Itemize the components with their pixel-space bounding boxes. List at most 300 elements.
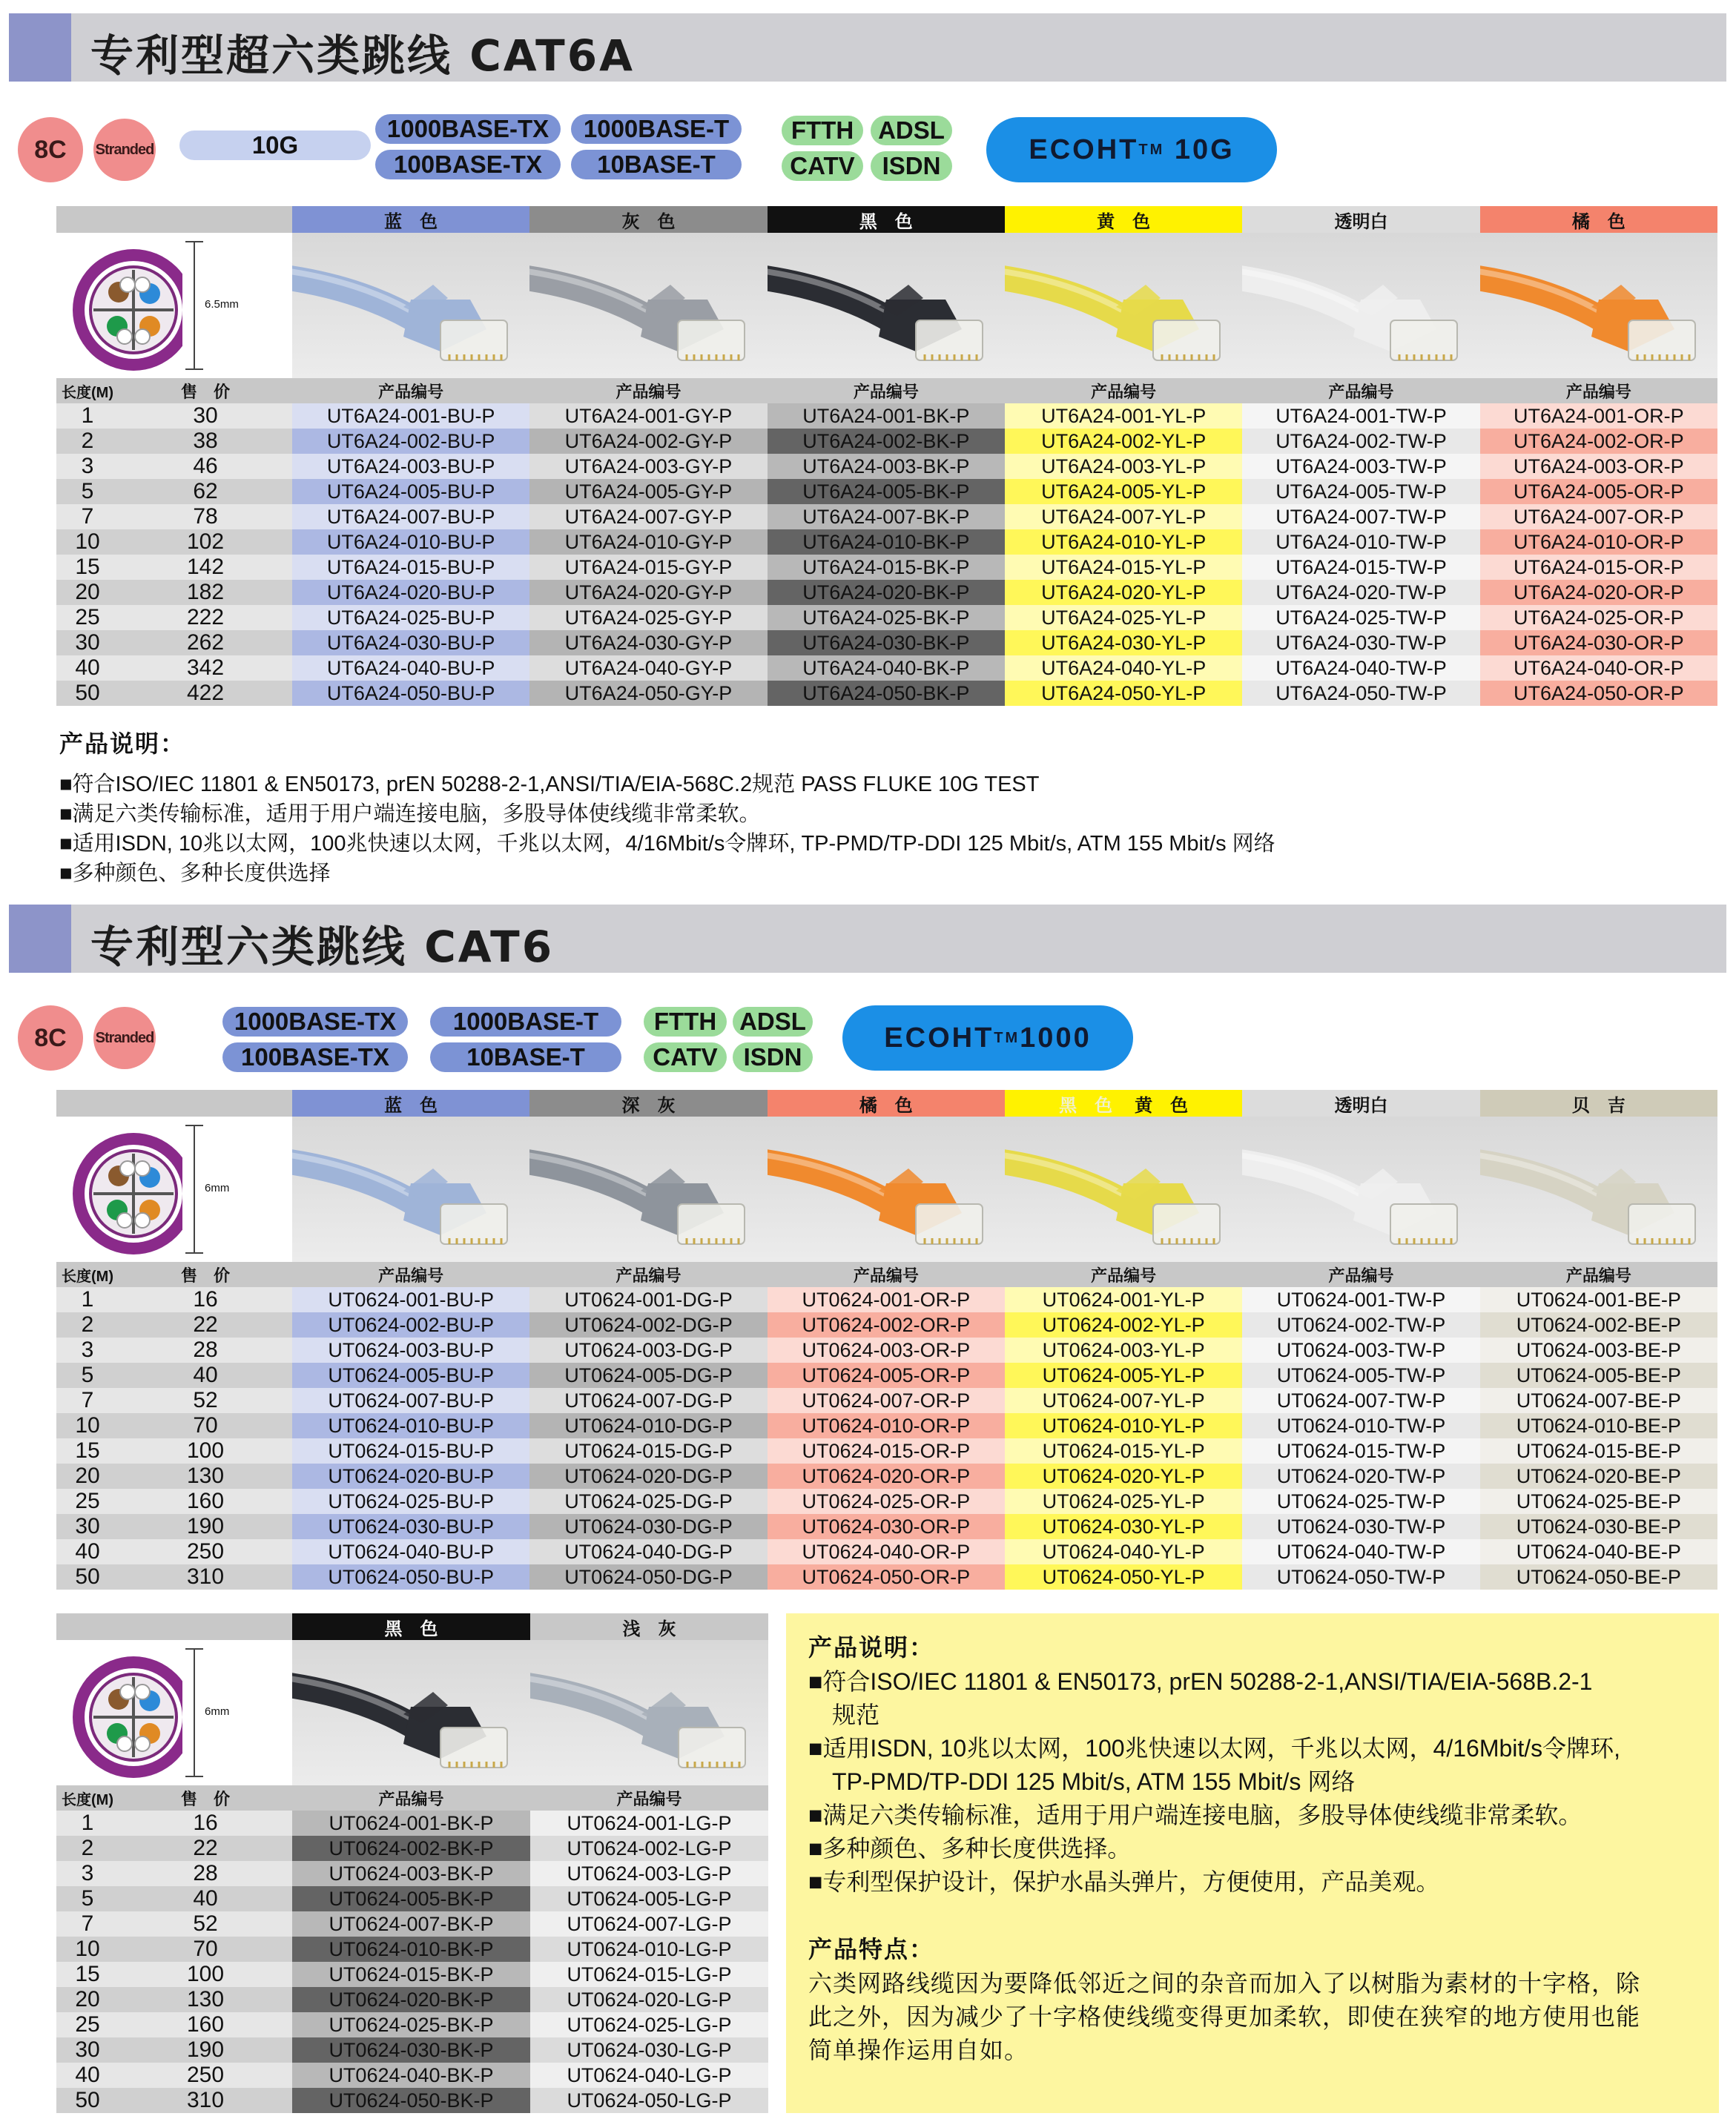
price-cell: 130 — [119, 1987, 292, 2012]
color-label: 黑 色 — [859, 211, 913, 232]
product-code-cell: UT0624-010-DG-P — [529, 1413, 767, 1438]
length-header: 长度(M) — [56, 1785, 119, 1811]
product-code-cell: UT6A24-010-GY-P — [529, 529, 767, 555]
table-row — [56, 529, 1717, 555]
product-code-cell: UT6A24-030-BU-P — [292, 630, 529, 655]
price-cell: 100 — [119, 1438, 292, 1464]
ecoht-1000-logo — [842, 1005, 1133, 1071]
product-code-cell: UT0624-001-BE-P — [1480, 1287, 1717, 1312]
product-code-cell: UT6A24-007-YL-P — [1005, 504, 1242, 529]
product-code-cell: UT6A24-002-BU-P — [292, 429, 529, 454]
product-code-cell: UT0624-025-BE-P — [1480, 1489, 1717, 1514]
product-code-cell: UT6A24-007-BK-P — [768, 504, 1005, 529]
product-code-cell: UT0624-015-LG-P — [530, 1962, 768, 1987]
product-code-cell: UT6A24-003-BU-P — [292, 454, 529, 479]
product-code-cell: UT0624-001-LG-P — [530, 1811, 768, 1836]
product-code-cell: UT6A24-015-YL-P — [1005, 555, 1242, 580]
table-row — [56, 1564, 1717, 1590]
length-cell: 1 — [56, 403, 119, 429]
table-row — [56, 1287, 1717, 1312]
product-code-cell: UT0624-040-OR-P — [768, 1539, 1005, 1564]
table-row — [56, 1438, 1717, 1464]
cable-photo — [1005, 1117, 1242, 1262]
product-code-cell: UT6A24-001-BK-P — [768, 403, 1005, 429]
product-code-cell: UT0624-040-BU-P — [292, 1539, 529, 1564]
table-row — [56, 1937, 768, 1962]
cable-photo-cell — [1480, 1117, 1717, 1262]
desc-line: 规范 — [808, 1702, 880, 1728]
product-code-cell: UT0624-025-TW-P — [1242, 1489, 1479, 1514]
pill-ftth: FTTH — [782, 116, 863, 145]
pill-catv: CATV — [782, 151, 863, 181]
code-header: 产品编号 — [292, 1785, 530, 1811]
product-code-cell: UT0624-050-BU-P — [292, 1564, 529, 1590]
cat6a-description — [59, 725, 1275, 888]
price-cell: 222 — [119, 605, 292, 630]
product-code-cell: UT6A24-003-BK-P — [768, 454, 1005, 479]
product-code-cell: UT0624-010-YL-P — [1005, 1413, 1242, 1438]
table-row — [56, 454, 1717, 479]
table-row — [56, 1886, 768, 1911]
product-code-cell: UT0624-030-LG-P — [530, 2037, 768, 2063]
diameter-label: 6mm — [205, 1182, 230, 1194]
table-row — [56, 429, 1717, 454]
product-code-cell: UT6A24-040-BU-P — [292, 655, 529, 681]
length-cell: 10 — [56, 529, 119, 555]
header-blank — [56, 1090, 292, 1117]
badge-stranded: Stranded — [93, 119, 156, 181]
product-code-cell: UT0624-030-BK-P — [292, 2037, 530, 2063]
product-code-cell: UT0624-025-LG-P — [530, 2012, 768, 2037]
ecoht-name: ECOHT — [884, 1022, 994, 1054]
length-cell: 50 — [56, 1564, 119, 1590]
product-code-cell: UT0624-001-TW-P — [1242, 1287, 1479, 1312]
product-code-cell: UT6A24-050-OR-P — [1480, 681, 1717, 706]
length-cell: 20 — [56, 1987, 119, 2012]
code-header: 产品编号 — [1480, 378, 1717, 403]
product-code-cell: UT0624-015-BU-P — [292, 1438, 529, 1464]
product-code-cell: UT6A24-010-OR-P — [1480, 529, 1717, 555]
price-cell: 262 — [119, 630, 292, 655]
table-row — [56, 555, 1717, 580]
product-code-cell: UT0624-005-BU-P — [292, 1363, 529, 1388]
product-code-cell: UT6A24-010-BK-P — [768, 529, 1005, 555]
pill-1000base-t: 1000BASE-T — [430, 1007, 621, 1037]
product-code-cell: UT0624-020-BU-P — [292, 1464, 529, 1489]
feature-line: 六类网路线缆因为要降低邻近之间的杂音而加入了以树脂为素材的十字格，除 — [808, 1970, 1641, 1997]
length-cell: 40 — [56, 2063, 119, 2088]
pill-10base-t: 10BASE-T — [430, 1042, 621, 1072]
table-row — [56, 1514, 1717, 1539]
product-code-cell: UT0624-020-YL-P — [1005, 1464, 1242, 1489]
desc-line: ■适用ISDN, 10兆以太网，100兆快速以太网，千兆以太网，4/16Mbit/s令牌环, TP-PMD/TP-DDI 125 Mbit/s, ATM 155 Mbit/s 网络 — [59, 832, 1275, 856]
price-cell: 190 — [119, 2037, 292, 2063]
color-header — [1005, 1090, 1242, 1117]
length-cell: 25 — [56, 1489, 119, 1514]
length-cell: 2 — [56, 1312, 119, 1338]
diameter-marker-icon — [182, 1117, 292, 1262]
product-code-cell: UT6A24-007-BU-P — [292, 504, 529, 529]
desc-line: ■适用ISDN, 10兆以太网，100兆快速以太网，千兆以太网，4/16Mbit/s令牌环, — [808, 1735, 1621, 1762]
feature-line: 简单操作运用自如。 — [808, 2037, 1029, 2063]
product-code-cell: UT6A24-050-BU-P — [292, 681, 529, 706]
product-code-cell: UT0624-050-TW-P — [1242, 1564, 1479, 1590]
product-code-cell: UT0624-030-DG-P — [529, 1514, 767, 1539]
product-code-cell: UT6A24-007-TW-P — [1242, 504, 1479, 529]
length-cell: 3 — [56, 1861, 119, 1886]
length-cell: 10 — [56, 1937, 119, 1962]
cable-photo — [1005, 233, 1242, 378]
price-cell: 70 — [119, 1937, 292, 1962]
desc-line: ■多种颜色、多种长度供选择 — [59, 862, 331, 885]
product-code-cell: UT6A24-015-BU-P — [292, 555, 529, 580]
product-code-cell: UT0624-040-LG-P — [530, 2063, 768, 2088]
cable-photo — [529, 233, 767, 378]
product-code-cell: UT0624-050-BE-P — [1480, 1564, 1717, 1590]
product-code-cell: UT0624-040-BK-P — [292, 2063, 530, 2088]
pill-1000base-tx: 1000BASE-TX — [222, 1007, 408, 1037]
cable-photo-cell — [1480, 233, 1717, 378]
length-header: 长度(M) — [56, 1262, 119, 1287]
pill-isdn: ISDN — [733, 1042, 813, 1072]
product-code-cell: UT6A24-002-BK-P — [768, 429, 1005, 454]
price-cell: 310 — [119, 2088, 292, 2113]
length-cell: 1 — [56, 1811, 119, 1836]
table-row — [56, 1388, 1717, 1413]
price-cell: 30 — [119, 403, 292, 429]
header-blank — [56, 1613, 292, 1640]
price-cell: 100 — [119, 1962, 292, 1987]
ecoht-tm: TM — [994, 1029, 1020, 1046]
product-code-cell: UT6A24-003-TW-P — [1242, 454, 1479, 479]
length-cell: 30 — [56, 1514, 119, 1539]
product-code-cell: UT0624-010-LG-P — [530, 1937, 768, 1962]
product-code-cell: UT0624-015-BE-P — [1480, 1438, 1717, 1464]
length-cell: 25 — [56, 605, 119, 630]
section2-title: 专利型六类跳线 CAT6 — [90, 922, 555, 972]
color-label: 透明白 — [1334, 1095, 1388, 1116]
table-row — [56, 630, 1717, 655]
product-code-cell: UT0624-003-LG-P — [530, 1861, 768, 1886]
product-code-cell: UT6A24-025-YL-P — [1005, 605, 1242, 630]
product-code-cell: UT0624-007-BU-P — [292, 1388, 529, 1413]
cable-photo-cell — [1005, 1117, 1242, 1262]
length-cell: 5 — [56, 1886, 119, 1911]
feature-line: 此之外，因为减少了十字格使线缆变得更加柔软，即使在狭窄的地方使用也能 — [808, 2003, 1641, 2030]
ecoht-suffix: 1000 — [1020, 1022, 1092, 1054]
pill-adsl: ADSL — [733, 1007, 813, 1037]
product-code-cell: UT0624-025-YL-P — [1005, 1489, 1242, 1514]
table-row — [56, 1836, 768, 1861]
length-cell: 7 — [56, 504, 119, 529]
table-row — [56, 1464, 1717, 1489]
price-cell: 28 — [119, 1861, 292, 1886]
table-row — [56, 580, 1717, 605]
product-code-cell: UT6A24-015-OR-P — [1480, 555, 1717, 580]
pill-catv: CATV — [644, 1042, 727, 1072]
table-row — [56, 2012, 768, 2037]
product-code-cell: UT0624-002-BE-P — [1480, 1312, 1717, 1338]
cable-photo — [292, 1117, 529, 1262]
product-code-cell: UT0624-050-DG-P — [529, 1564, 767, 1590]
product-code-cell: UT0624-003-BU-P — [292, 1338, 529, 1363]
product-code-cell: UT6A24-005-BK-P — [768, 479, 1005, 504]
product-code-cell: UT6A24-030-YL-P — [1005, 630, 1242, 655]
product-code-cell: UT6A24-020-BK-P — [768, 580, 1005, 605]
product-code-cell: UT6A24-030-TW-P — [1242, 630, 1479, 655]
length-cell: 3 — [56, 454, 119, 479]
price-cell: 342 — [119, 655, 292, 681]
color-label: 橘 色 — [1571, 211, 1626, 232]
product-code-cell: UT0624-010-OR-P — [768, 1413, 1005, 1438]
cable-photo-cell — [1005, 233, 1242, 378]
color-header — [530, 1613, 768, 1640]
product-code-cell: UT0624-003-BK-P — [292, 1861, 530, 1886]
cable-photo-cell — [529, 233, 767, 378]
product-code-cell: UT0624-002-LG-P — [530, 1836, 768, 1861]
desc-line: ■多种颜色、多种长度供选择。 — [808, 1835, 1132, 1862]
price-header: 售 价 — [119, 1785, 292, 1811]
product-code-cell: UT6A24-040-GY-P — [529, 655, 767, 681]
price-cell: 130 — [119, 1464, 292, 1489]
product-code-cell: UT0624-020-LG-P — [530, 1987, 768, 2012]
ecoht-suffix: 10G — [1174, 133, 1235, 165]
product-code-cell: UT6A24-010-BU-P — [292, 529, 529, 555]
length-header: 长度(M) — [56, 378, 119, 403]
color-label-faded: 黑 色 — [1059, 1095, 1113, 1116]
cable-photo-cell — [768, 233, 1005, 378]
length-cell: 1 — [56, 1287, 119, 1312]
product-code-cell: UT0624-001-BK-P — [292, 1811, 530, 1836]
product-code-cell: UT0624-007-BK-P — [292, 1911, 530, 1937]
color-label: 浅 灰 — [622, 1619, 676, 1639]
cable-photo-cell — [529, 1117, 767, 1262]
code-header: 产品编号 — [1242, 378, 1479, 403]
cross-section-cell — [56, 1117, 292, 1262]
price-cell: 52 — [119, 1388, 292, 1413]
cross-section-cell — [56, 1640, 292, 1785]
color-header — [768, 206, 1005, 233]
cable-photo — [530, 1640, 768, 1785]
product-code-cell: UT6A24-007-OR-P — [1480, 504, 1717, 529]
product-code-cell: UT6A24-040-TW-P — [1242, 655, 1479, 681]
price-cell: 160 — [119, 1489, 292, 1514]
price-cell: 422 — [119, 681, 292, 706]
code-header: 产品编号 — [1480, 1262, 1717, 1287]
code-header: 产品编号 — [768, 378, 1005, 403]
feature-title: 产品特点： — [808, 1936, 935, 1963]
product-code-cell: UT0624-040-BE-P — [1480, 1539, 1717, 1564]
product-code-cell: UT6A24-025-BK-P — [768, 605, 1005, 630]
color-header — [292, 206, 529, 233]
table-row — [56, 605, 1717, 630]
product-code-cell: UT6A24-003-OR-P — [1480, 454, 1717, 479]
cable-photo-cell — [292, 233, 529, 378]
price-cell: 38 — [119, 429, 292, 454]
diameter-marker-icon — [182, 1640, 292, 1785]
color-label: 贝 吉 — [1571, 1095, 1626, 1116]
table-row — [56, 479, 1717, 504]
product-code-cell: UT0624-025-OR-P — [768, 1489, 1005, 1514]
price-cell: 182 — [119, 580, 292, 605]
length-cell: 3 — [56, 1338, 119, 1363]
speed-pill: 10G — [179, 130, 371, 160]
cable-photo — [1480, 1117, 1717, 1262]
length-cell: 30 — [56, 2037, 119, 2063]
price-cell: 16 — [119, 1287, 292, 1312]
cable-photo — [529, 1117, 767, 1262]
product-code-cell: UT6A24-001-GY-P — [529, 403, 767, 429]
product-code-cell: UT0624-040-DG-P — [529, 1539, 767, 1564]
cable-photo-cell — [292, 1640, 530, 1785]
code-header: 产品编号 — [1005, 1262, 1242, 1287]
product-code-cell: UT0624-015-TW-P — [1242, 1438, 1479, 1464]
cable-photo-cell — [768, 1117, 1005, 1262]
product-code-cell: UT6A24-025-OR-P — [1480, 605, 1717, 630]
table-row — [56, 1811, 768, 1836]
product-code-cell: UT6A24-001-YL-P — [1005, 403, 1242, 429]
pill-100base-tx: 100BASE-TX — [375, 150, 561, 179]
pill-100base-tx: 100BASE-TX — [222, 1042, 408, 1072]
code-header: 产品编号 — [1242, 1262, 1479, 1287]
table-row — [56, 681, 1717, 706]
product-code-cell: UT0624-015-DG-P — [529, 1438, 767, 1464]
product-code-cell: UT6A24-015-TW-P — [1242, 555, 1479, 580]
length-cell: 50 — [56, 2088, 119, 2113]
product-code-cell: UT0624-015-OR-P — [768, 1438, 1005, 1464]
color-label: 蓝 色 — [384, 1095, 438, 1116]
ecoht-tm: TM — [1138, 141, 1165, 158]
product-code-cell: UT0624-040-YL-P — [1005, 1539, 1242, 1564]
color-label: 黄 色 — [1097, 211, 1151, 232]
price-cell: 310 — [119, 1564, 292, 1590]
pill-1000base-tx: 1000BASE-TX — [375, 114, 561, 144]
table-row — [56, 1489, 1717, 1514]
table-row — [56, 1539, 1717, 1564]
desc-line: ■满足六类传输标准，适用于用户端连接电脑，多股导体使线缆非常柔软。 — [808, 1802, 1582, 1828]
section1-header — [9, 13, 1726, 82]
length-cell: 2 — [56, 1836, 119, 1861]
badge-stranded: Stranded — [93, 1007, 156, 1069]
product-code-cell: UT6A24-015-BK-P — [768, 555, 1005, 580]
cat6-description — [808, 1630, 1640, 2067]
cable-cross-section-diagram — [56, 1640, 182, 1785]
code-header: 产品编号 — [292, 1262, 529, 1287]
product-code-cell: UT6A24-040-BK-P — [768, 655, 1005, 681]
color-header — [529, 1090, 767, 1117]
product-code-cell: UT0624-005-BK-P — [292, 1886, 530, 1911]
cat6-extra-table — [56, 1613, 768, 2113]
product-code-cell: UT0624-002-YL-P — [1005, 1312, 1242, 1338]
pill-1000base-t: 1000BASE-T — [571, 114, 742, 144]
product-code-cell: UT0624-015-BK-P — [292, 1962, 530, 1987]
header-accent — [9, 13, 71, 82]
badge-8c: 8C — [18, 117, 83, 182]
product-code-cell: UT6A24-020-BU-P — [292, 580, 529, 605]
product-code-cell: UT0624-020-DG-P — [529, 1464, 767, 1489]
price-header: 售 价 — [119, 1262, 292, 1287]
code-header: 产品编号 — [768, 1262, 1005, 1287]
product-code-cell: UT0624-005-DG-P — [529, 1363, 767, 1388]
pill-adsl: ADSL — [871, 116, 952, 145]
product-code-cell: UT6A24-025-GY-P — [529, 605, 767, 630]
product-code-cell: UT6A24-030-BK-P — [768, 630, 1005, 655]
price-cell: 52 — [119, 1911, 292, 1937]
product-code-cell: UT0624-007-LG-P — [530, 1911, 768, 1937]
length-cell: 5 — [56, 479, 119, 504]
desc-line: TP-PMD/TP-DDI 125 Mbit/s, ATM 155 Mbit/s 网络 — [808, 1768, 1356, 1795]
product-code-cell: UT0624-050-LG-P — [530, 2088, 768, 2113]
color-label: 深 灰 — [621, 1095, 676, 1116]
product-code-cell: UT0624-001-DG-P — [529, 1287, 767, 1312]
cable-photo-cell — [1242, 233, 1479, 378]
ecoht-10g-logo — [986, 117, 1277, 182]
price-cell: 70 — [119, 1413, 292, 1438]
code-header: 产品编号 — [529, 378, 767, 403]
product-code-cell: UT6A24-010-YL-P — [1005, 529, 1242, 555]
product-code-cell: UT6A24-002-GY-P — [529, 429, 767, 454]
product-code-cell: UT0624-001-OR-P — [768, 1287, 1005, 1312]
product-code-cell: UT6A24-001-BU-P — [292, 403, 529, 429]
table-row — [56, 403, 1717, 429]
product-code-cell: UT0624-005-LG-P — [530, 1886, 768, 1911]
pill-10base-t: 10BASE-T — [571, 150, 742, 179]
color-header — [292, 1613, 530, 1640]
code-header: 产品编号 — [529, 1262, 767, 1287]
color-header — [1242, 1090, 1479, 1117]
length-cell: 50 — [56, 681, 119, 706]
cable-photo — [1242, 233, 1479, 378]
product-code-cell: UT0624-050-BK-P — [292, 2088, 530, 2113]
price-cell: 40 — [119, 1886, 292, 1911]
table-row — [56, 655, 1717, 681]
product-code-cell: UT0624-005-YL-P — [1005, 1363, 1242, 1388]
product-code-cell: UT6A24-003-GY-P — [529, 454, 767, 479]
product-code-cell: UT6A24-020-YL-P — [1005, 580, 1242, 605]
length-cell: 10 — [56, 1413, 119, 1438]
desc-line: ■满足六类传输标准，适用于用户端连接电脑，多股导体使线缆非常柔软。 — [59, 802, 761, 826]
product-code-cell: UT0624-007-TW-P — [1242, 1388, 1479, 1413]
length-cell: 15 — [56, 1438, 119, 1464]
diameter-label: 6.5mm — [205, 298, 239, 311]
color-label: 黄 色 — [1135, 1095, 1189, 1116]
diameter-label: 6mm — [205, 1705, 230, 1718]
product-code-cell: UT0624-020-BK-P — [292, 1987, 530, 2012]
price-cell: 190 — [119, 1514, 292, 1539]
price-cell: 46 — [119, 454, 292, 479]
product-code-cell: UT6A24-005-TW-P — [1242, 479, 1479, 504]
product-code-cell: UT6A24-005-GY-P — [529, 479, 767, 504]
product-code-cell: UT0624-002-OR-P — [768, 1312, 1005, 1338]
table-row — [56, 1312, 1717, 1338]
product-code-cell: UT6A24-020-GY-P — [529, 580, 767, 605]
product-code-cell: UT6A24-050-GY-P — [529, 681, 767, 706]
price-cell: 78 — [119, 504, 292, 529]
product-code-cell: UT0624-050-OR-P — [768, 1564, 1005, 1590]
color-header — [1480, 1090, 1717, 1117]
product-code-cell: UT6A24-020-OR-P — [1480, 580, 1717, 605]
cable-photo — [1480, 233, 1717, 378]
product-code-cell: UT0624-010-BK-P — [292, 1937, 530, 1962]
product-code-cell: UT6A24-005-BU-P — [292, 479, 529, 504]
cat6a-spec-table — [56, 206, 1717, 706]
product-code-cell: UT0624-003-YL-P — [1005, 1338, 1242, 1363]
table-row — [56, 1338, 1717, 1363]
product-code-cell: UT0624-007-DG-P — [529, 1388, 767, 1413]
product-code-cell: UT0624-015-YL-P — [1005, 1438, 1242, 1464]
color-label: 橘 色 — [859, 1095, 913, 1116]
price-cell: 250 — [119, 1539, 292, 1564]
